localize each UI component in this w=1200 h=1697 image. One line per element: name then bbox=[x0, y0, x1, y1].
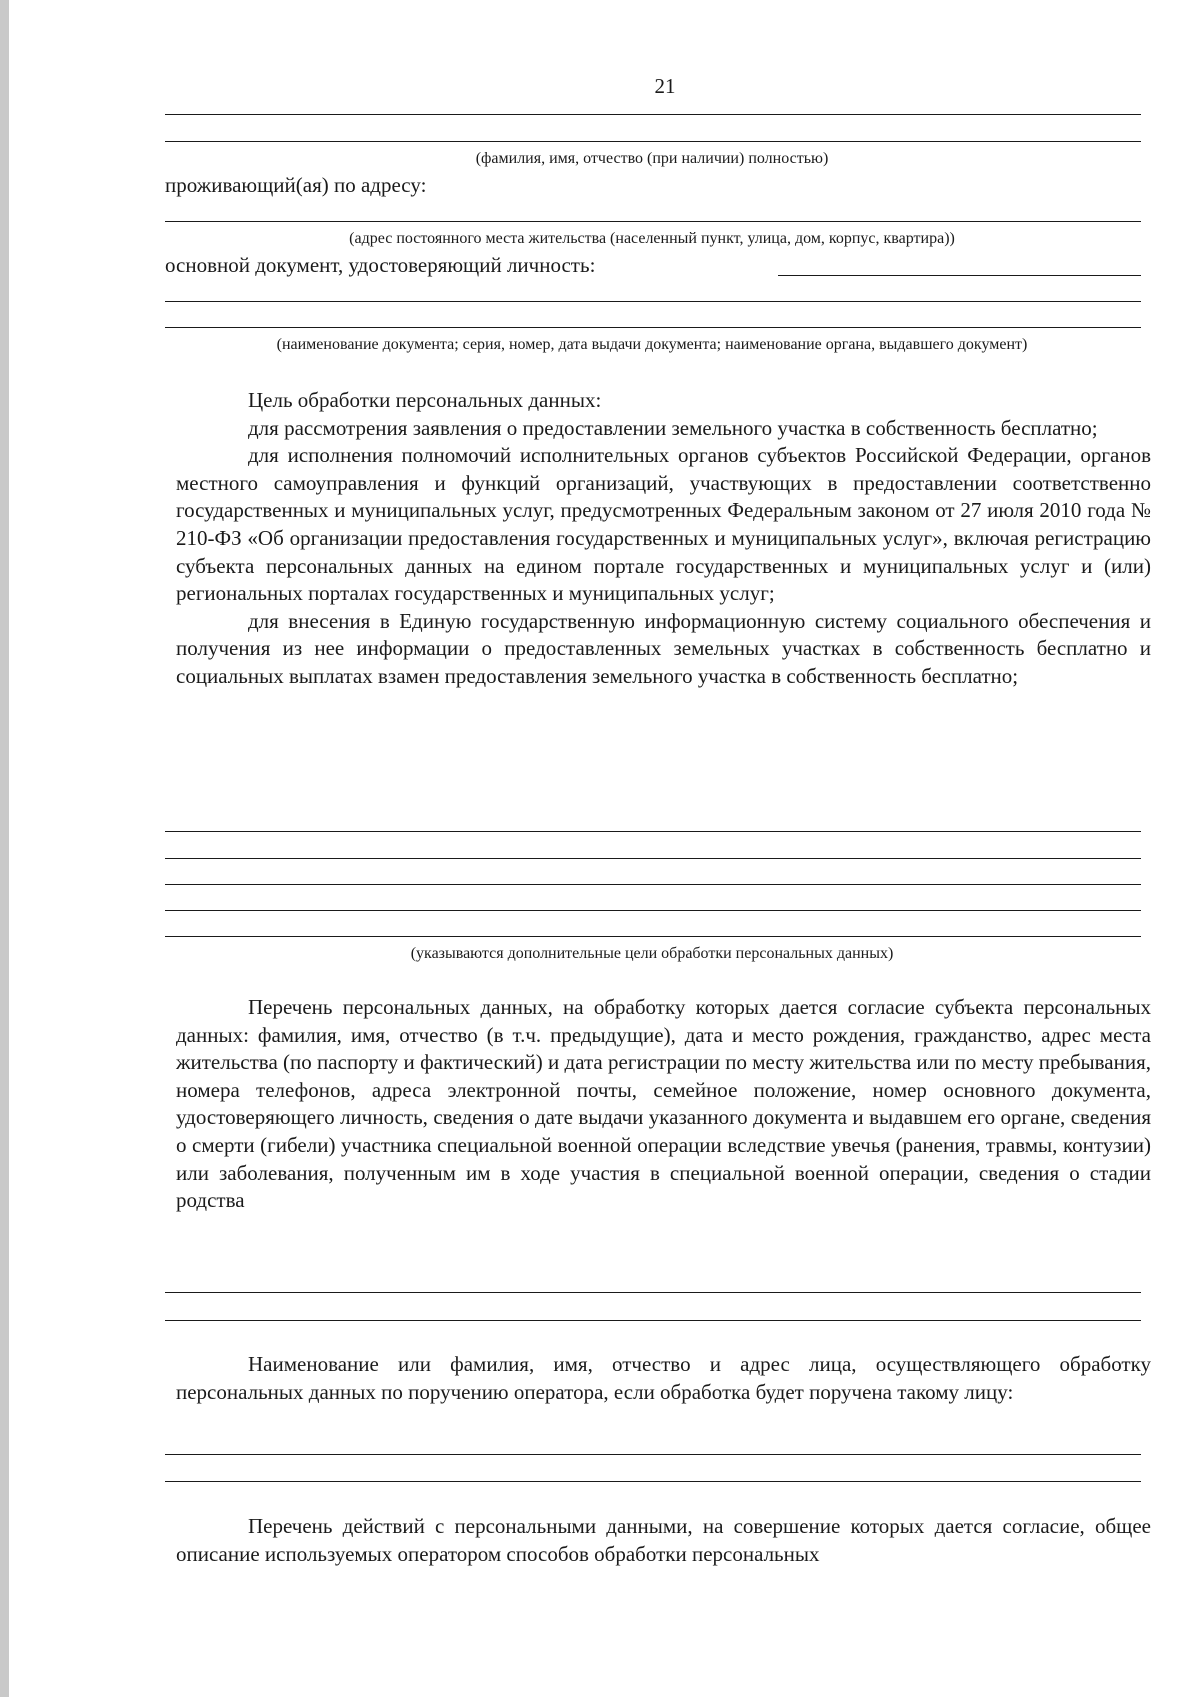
processor-line[interactable] bbox=[165, 1454, 1141, 1455]
identity-document-line[interactable] bbox=[165, 301, 1141, 302]
processor-paragraph: Наименование или фамилия, имя, отчество и адрес лица, осуществляющего обработку персональных данных по поручению оператора, если обработка будет поручена такому лицу: bbox=[176, 1352, 1151, 1404]
processor-line[interactable] bbox=[165, 1481, 1141, 1482]
purpose-heading: Цель обработки персональных данных: bbox=[248, 388, 602, 412]
purpose-section bbox=[176, 387, 1151, 691]
data-list-line[interactable] bbox=[165, 1320, 1141, 1321]
page-number: 21 bbox=[654, 74, 676, 98]
identity-document-label: основной документ, удостоверяющий личность: bbox=[165, 253, 596, 277]
full-name-line[interactable] bbox=[165, 114, 1141, 115]
additional-purpose-line[interactable] bbox=[165, 910, 1141, 911]
data-list-paragraph: Перечень персональных данных, на обработку которых дается согласие субъекта персональных данных: фамилия, имя, отчество (в т.ч. предыдущие), дата и место рождения, гражданство, адрес места жительства (по паспорту и фактический) и дата регистрации по месту жительства или по месту пребывания, номера телефонов, адреса электронной почты, семейное положение, номер основного документа, удостоверяющего личность, сведения о дате выдачи указанного документа и выдавшем его органе, сведения о смерти (гибели) участника специальной военной операции вследствие увечья (ранения, травмы, контузии) или заболевания, полученным им в ходе участия в специальной военной операции, сведения о стадии родства bbox=[176, 995, 1151, 1213]
address-caption: (адрес постоянного места жительства (населенный пункт, улица, дом, корпус, квартира)) bbox=[349, 230, 955, 247]
additional-purposes-caption: (указываются дополнительные цели обработки персональных данных) bbox=[410, 945, 894, 962]
address-line[interactable] bbox=[165, 221, 1141, 222]
purpose-item: для исполнения полномочий исполнительных органов субъектов Российской Федерации, органов местного самоуправления и функций организаций, участвующих в предоставлении соответственно государственных и муниципальных услуг, предусмотренных Федеральным законом от 27 июля 2010 года № 210-ФЗ «Об организации предоставления государственных и муниципальных услуг», включая регистрацию субъекта персональных данных на едином портале государственных и муниципальных услуг и (или) региональных порталах государственных и муниципальных услуг; bbox=[176, 443, 1151, 606]
data-list-section bbox=[176, 994, 1151, 1215]
additional-purpose-line[interactable] bbox=[165, 858, 1141, 859]
full-name-caption: (фамилия, имя, отчество (при наличии) полностью) bbox=[475, 150, 829, 167]
full-name-line[interactable] bbox=[165, 141, 1141, 142]
scan-edge bbox=[0, 0, 9, 1697]
purpose-item: для внесения в Единую государственную информационную систему социального обеспечения и получения из нее информации о предоставленных земельных участках в собственность бесплатно и социальных выплатах взамен предоставления земельного участка в собственность бесплатно; bbox=[176, 608, 1151, 688]
purpose-item: для рассмотрения заявления о предоставлении земельного участка в собственность бесплатно; bbox=[248, 415, 1098, 440]
identity-document-line[interactable] bbox=[778, 275, 1141, 276]
document-caption: (наименование документа; серия, номер, дата выдачи документа; наименование органа, выдавшего документ) bbox=[276, 336, 1028, 353]
processor-section bbox=[176, 1351, 1151, 1406]
additional-purpose-line[interactable] bbox=[165, 831, 1141, 832]
actions-section bbox=[176, 1513, 1151, 1568]
identity-document-line[interactable] bbox=[165, 327, 1141, 328]
additional-purpose-line[interactable] bbox=[165, 884, 1141, 885]
additional-purpose-line[interactable] bbox=[165, 936, 1141, 937]
actions-paragraph: Перечень действий с персональными данными, на совершение которых дается согласие, общее описание используемых оператором способов обработки персональных bbox=[176, 1514, 1151, 1566]
data-list-line[interactable] bbox=[165, 1292, 1141, 1293]
residing-label: проживающий(ая) по адресу: bbox=[165, 173, 427, 197]
